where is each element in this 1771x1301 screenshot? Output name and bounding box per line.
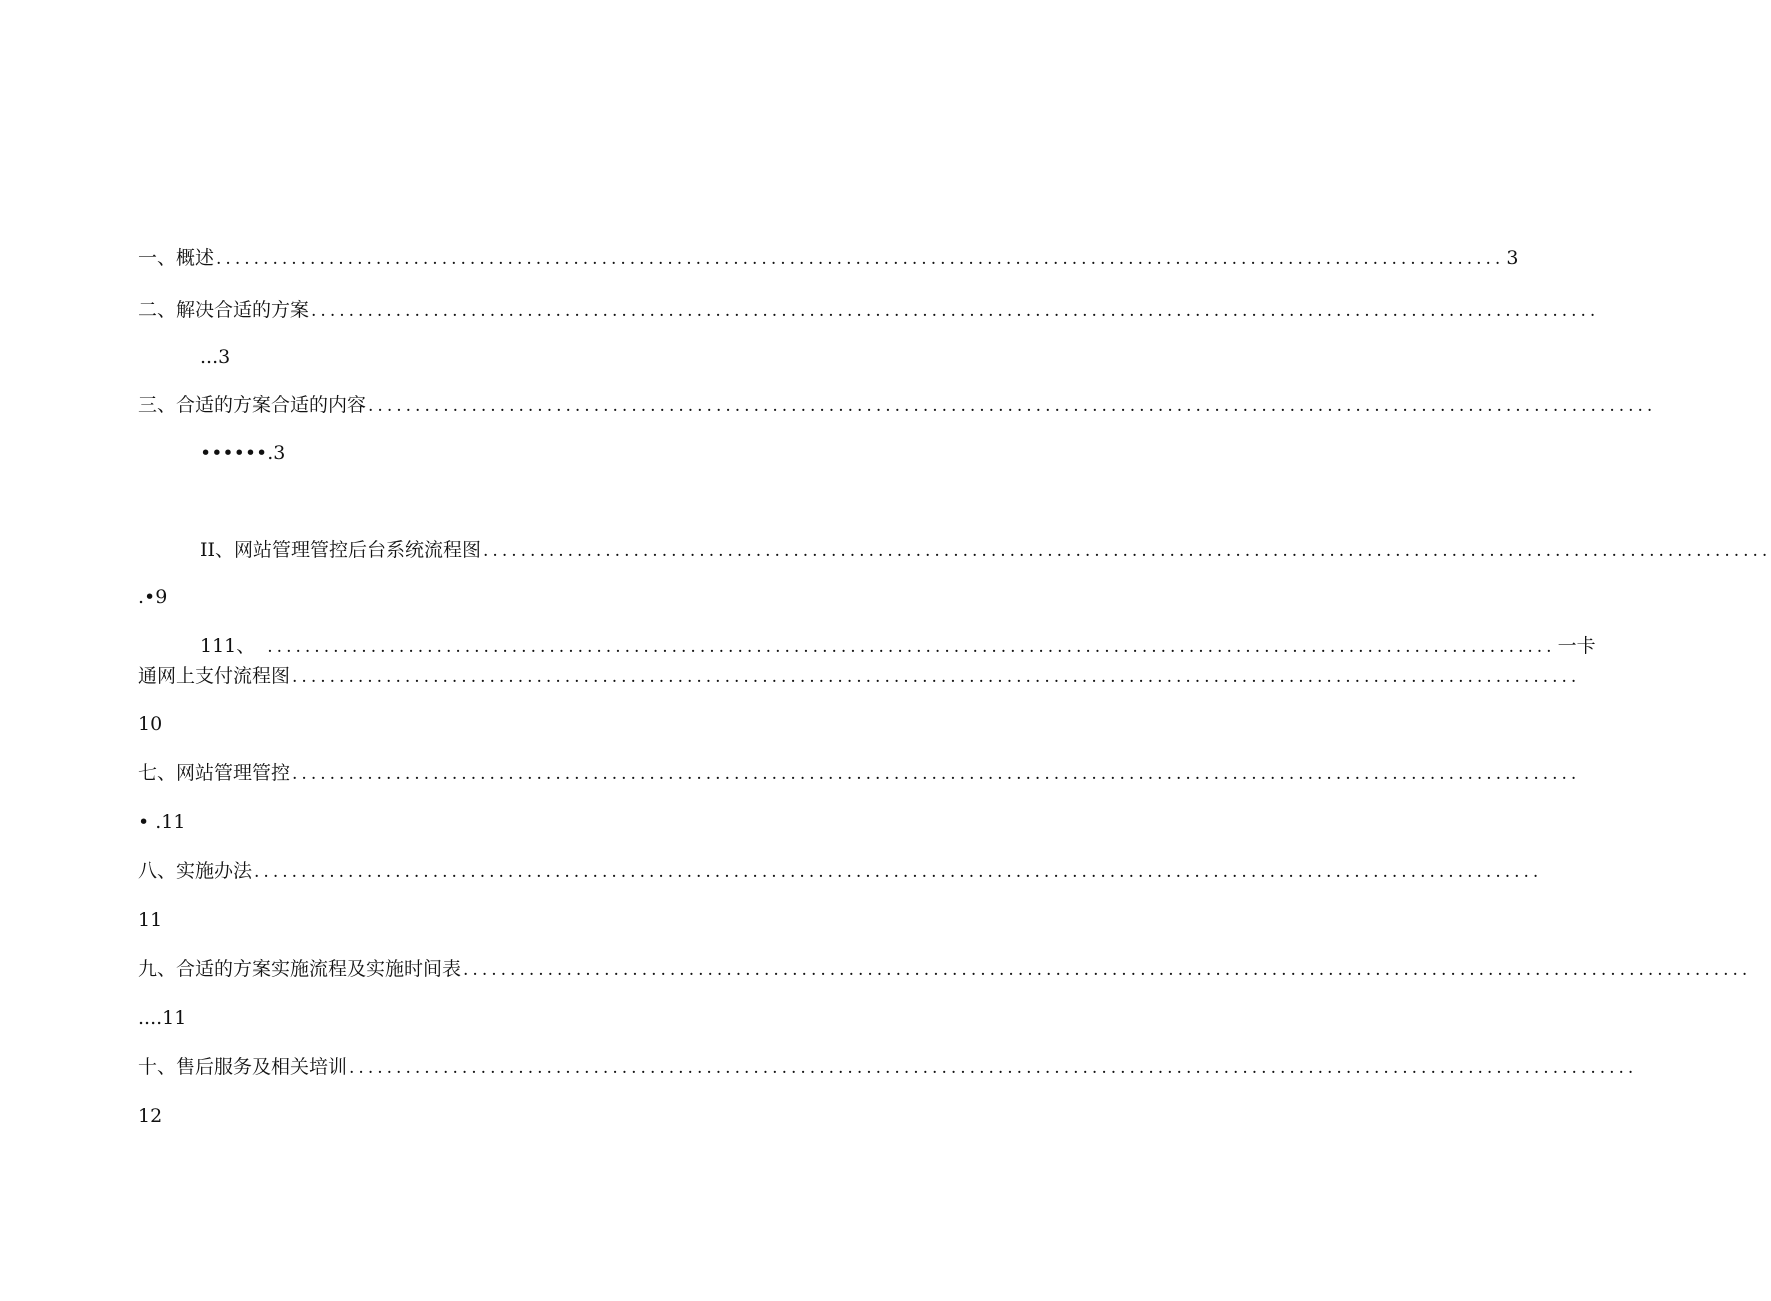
toc-entry-payment-flowchart-line2 <box>138 664 1581 689</box>
toc-entry-title: II、网站管理管控后台系统流程图 <box>200 539 482 561</box>
dot-leader: ......................................................................................................................................... <box>292 667 1581 687</box>
toc-entry-title: 九、合适的方案实施流程及实施时间表 <box>138 958 462 980</box>
toc-entry-title: 一、概述 <box>138 247 215 269</box>
dot-leader: ......................................................................................................................................... <box>292 764 1581 784</box>
toc-entry-solution <box>138 298 1600 323</box>
toc-entry-title: 111、 <box>200 635 256 657</box>
toc-entry-payment-flowchart <box>200 634 1596 659</box>
dot-leader: ......................................................................................................................................... <box>368 396 1657 416</box>
toc-entry-page: 3 <box>1506 247 1519 269</box>
toc-entry-title: 十、售后服务及相关培训 <box>138 1056 348 1078</box>
toc-entry-title: 二、解决合适的方案 <box>138 299 310 321</box>
toc-entry-overview <box>138 246 1519 271</box>
toc-entry-title: 七、网站管理管控 <box>138 762 291 784</box>
dot-leader: ......................................................................................................................................... <box>483 541 1771 561</box>
toc-entry-backend-flowchart <box>200 538 1771 563</box>
toc-entry-page: ...3 <box>200 346 231 368</box>
toc-entry-page: ....11 <box>138 1007 187 1029</box>
toc-entry-page: .•9 <box>138 586 168 608</box>
toc-entry-page: 11 <box>138 909 163 931</box>
toc-entry-schedule <box>138 957 1752 982</box>
toc-entry-title: 通网上支付流程图 <box>138 665 291 687</box>
toc-entry-after-sales <box>138 1055 1638 1080</box>
toc-entry-site-management <box>138 761 1581 786</box>
dot-leader: ......................................................................................................................................... <box>311 301 1600 321</box>
dot-leader: ......................................................................................................................................... <box>267 637 1556 657</box>
dot-leader: ......................................................................................................................................... <box>254 862 1543 882</box>
toc-entry-page: 12 <box>138 1105 163 1127</box>
toc-entry-page: • .11 <box>138 811 186 833</box>
toc-entry-page: ••••••.3 <box>200 442 286 464</box>
dot-leader: ......................................................................................................................................... <box>216 249 1505 269</box>
toc-entry-content <box>138 393 1657 418</box>
toc-entry-title: 三、合适的方案合适的内容 <box>138 394 367 416</box>
dot-leader: ......................................................................................................................................... <box>463 960 1752 980</box>
toc-entry-page: 10 <box>138 713 163 735</box>
toc-entry-title-tail: 一卡 <box>1557 635 1596 657</box>
dot-leader: ......................................................................................................................................... <box>349 1058 1638 1078</box>
toc-entry-implementation <box>138 859 1543 884</box>
toc-entry-title: 八、实施办法 <box>138 860 253 882</box>
